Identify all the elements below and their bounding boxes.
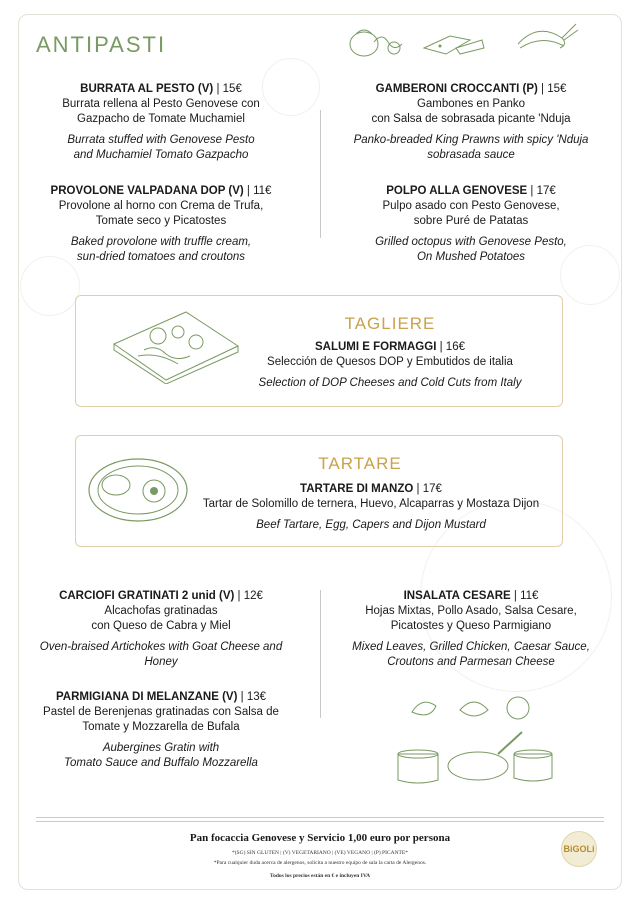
dish-burrata — [36, 82, 286, 163]
footer-bread-service: Pan focaccia Genovese y Servicio 1,00 euro por persona — [189, 832, 451, 844]
dish-name: TARTARE DI MANZO — [300, 483, 414, 495]
dish-description-es: Hojas Mixtas, Pollo Asado, Salsa Cesare, Picatostes y Queso Parmigiano — [365, 605, 577, 632]
dish-description-en: Aubergines Gratin with Tomato Sauce and Buffalo Mozzarella — [64, 742, 258, 769]
dish-description-en: Beef Tartare, Egg, Capers and Dijon Mustard — [256, 519, 486, 531]
footer-divider — [36, 817, 604, 818]
dish-description-es: Gambones en Panko con Salsa de sobrasada picante 'Nduja — [371, 98, 571, 125]
prawns-illustration-icon — [510, 18, 580, 58]
dish-carciofi — [36, 589, 286, 670]
price-separator: | — [246, 185, 250, 197]
dish-name: PARMIGIANA DI MELANZANE (V) — [55, 691, 238, 703]
dish-price: 16€ — [445, 341, 465, 353]
dish-price: 15€ — [222, 83, 242, 95]
dish-name: BURRATA AL PESTO (V) — [80, 83, 214, 95]
footer-legend: *(SG) SIN GLUTEN | (V) VEGETARIANO | (VE) VEGANO | (P) PICANTE* — [231, 850, 409, 856]
dish-description-es: Selección de Quesos DOP y Embutidos de italia — [267, 356, 513, 368]
dish-description-en: Grilled octopus with Genovese Pesto, On Mushed Potatoes — [375, 236, 567, 263]
dish-description-en: Selection of DOP Cheeses and Cold Cuts from Italy — [258, 377, 522, 389]
dish-polpo — [336, 184, 606, 265]
dish-price: 12€ — [243, 590, 263, 602]
dish-description-en: Oven-braised Artichokes with Goat Cheese and Honey — [39, 641, 283, 668]
bigoli-logo: BiGOLi — [561, 831, 597, 867]
dish-provolone — [36, 184, 286, 265]
section-title: ANTIPASTI — [36, 32, 167, 57]
footer-divider — [36, 821, 604, 822]
charcuterie-board-illustration-icon — [108, 306, 244, 384]
dish-name: SALUMI E FORMAGGI — [315, 341, 437, 353]
footer-allergen-note: *Para cualquier duda acerca de alergenos, solicita a nuestro equipo de sala la carta de Alergenos. — [213, 860, 427, 866]
dish-price: 17€ — [536, 185, 556, 197]
dish-price: 11€ — [520, 590, 539, 602]
column-divider — [320, 590, 321, 718]
watermark-logo — [20, 256, 80, 316]
burrata-illustration-icon — [344, 22, 414, 62]
dish-parmigiana — [36, 690, 286, 771]
dish-price: 13€ — [246, 691, 267, 703]
price-separator: | — [541, 83, 545, 95]
dish-description-es: Provolone al horno con Crema de Trufa, Tomate seco y Picatostes — [58, 200, 264, 227]
dish-description-es: Burrata rellena al Pesto Genovese con Gazpacho de Tomate Muchamiel — [62, 98, 260, 125]
dish-description-en: Burrata stuffed with Genovese Pesto and Muchamiel Tomato Gazpacho — [67, 134, 255, 161]
dish-description-en: Baked provolone with truffle cream, sun-dried tomatoes and croutons — [70, 236, 252, 263]
dish-price: 11€ — [253, 185, 272, 197]
tartare-title: TARTARE — [318, 454, 402, 473]
dish-name: PROVOLONE VALPADANA DOP (V) — [50, 185, 244, 197]
tagliere-title: TAGLIERE — [344, 314, 436, 333]
dish-name: CARCIOFI GRATINATI 2 unid (V) — [59, 590, 235, 602]
price-separator: | — [237, 590, 241, 602]
dish-price: 15€ — [547, 83, 567, 95]
price-separator: | — [513, 590, 517, 602]
dish-description-en: Panko-breaded King Prawns with spicy 'Nduja sobrasada sauce — [353, 134, 589, 161]
dish-name: POLPO ALLA GENOVESE — [386, 185, 528, 197]
footer-prices-note: Todos los precios están en € e incluyen IVA — [269, 873, 371, 879]
dish-price: 17€ — [422, 483, 442, 495]
price-separator: | — [416, 483, 420, 495]
cheese-illustration-icon — [420, 26, 488, 56]
dish-description-es: Alcachofas gratinadas con Queso de Cabra y Miel — [91, 605, 231, 632]
price-separator: | — [439, 341, 443, 353]
column-divider — [320, 110, 321, 238]
price-separator: | — [240, 691, 244, 703]
dish-name: GAMBERONI CROCCANTI (P) — [375, 83, 538, 95]
dish-description-es: Pastel de Berenjenas gratinadas con Salsa de Tomate y Mozzarella de Bufala — [43, 706, 279, 733]
tartare-plate-illustration-icon — [86, 455, 190, 525]
price-separator: | — [216, 83, 220, 95]
price-separator: | — [530, 185, 534, 197]
dish-description-es: Tartar de Solomillo de ternera, Huevo, Alcaparras y Mostaza Dijon — [202, 498, 540, 510]
dish-gamberoni — [336, 82, 606, 163]
dish-salumi — [230, 340, 550, 391]
dish-description-en: Mixed Leaves, Grilled Chicken, Caesar Sauce, Croutons and Parmesan Cheese — [352, 641, 590, 668]
cookware-illustration-icon — [390, 688, 560, 792]
dish-name: INSALATA CESARE — [403, 590, 511, 602]
dish-description-es: Pulpo asado con Pesto Genovese, sobre Puré de Patatas — [382, 200, 560, 227]
dish-insalata — [336, 589, 606, 670]
dish-tartare — [196, 482, 546, 533]
